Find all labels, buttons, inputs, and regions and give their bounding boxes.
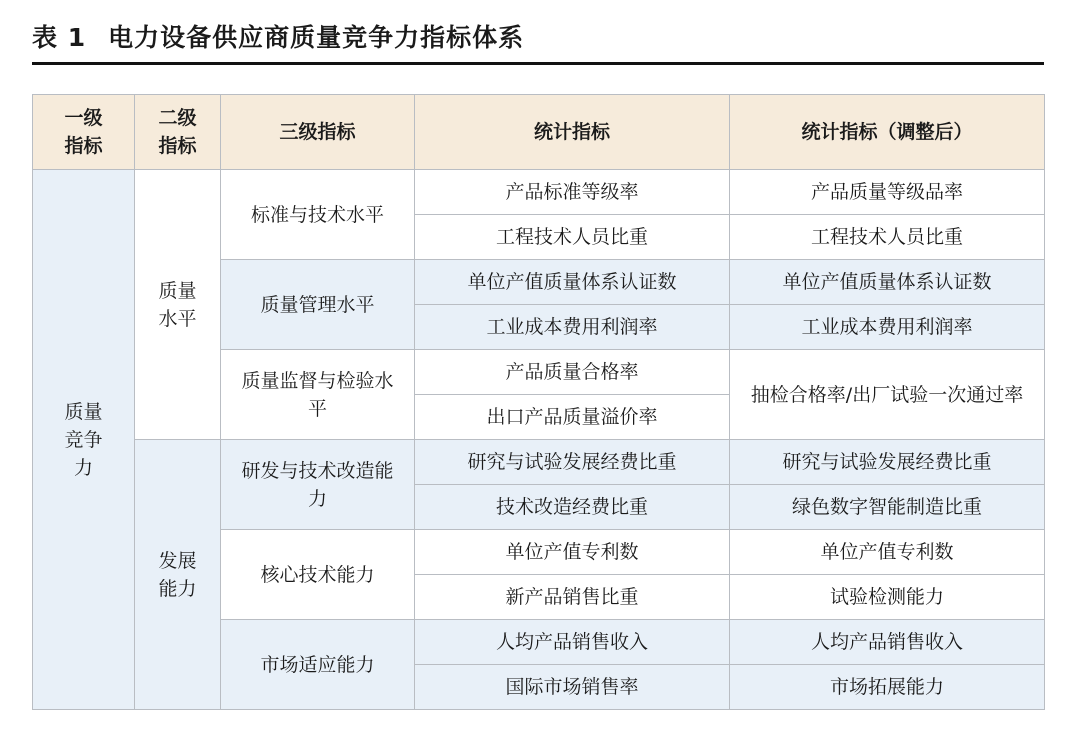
adjusted-cell: 抽检合格率/出厂试验一次通过率 (730, 350, 1045, 440)
stat-cell: 人均产品销售收入 (415, 620, 730, 665)
caption-rule (32, 62, 1044, 65)
stat-cell: 出口产品质量溢价率 (415, 395, 730, 440)
adjusted-cell: 绿色数字智能制造比重 (730, 485, 1045, 530)
table-row (33, 170, 1045, 215)
stat-cell: 技术改造经费比重 (415, 485, 730, 530)
stat-cell: 国际市场销售率 (415, 665, 730, 710)
level2-cell: 发展能力 (135, 440, 221, 710)
table-caption (32, 18, 524, 58)
level3-cell: 标准与技术水平 (221, 170, 415, 260)
adjusted-cell: 市场拓展能力 (730, 665, 1045, 710)
header-level3: 三级指标 (221, 95, 415, 170)
adjusted-cell: 单位产值专利数 (730, 530, 1045, 575)
stat-cell: 工业成本费用利润率 (415, 305, 730, 350)
adjusted-cell: 研究与试验发展经费比重 (730, 440, 1045, 485)
stat-cell: 产品质量合格率 (415, 350, 730, 395)
header-level1: 一级指标 (33, 95, 135, 170)
stat-cell: 新产品销售比重 (415, 575, 730, 620)
adjusted-cell: 产品质量等级品率 (730, 170, 1045, 215)
adjusted-cell: 单位产值质量体系认证数 (730, 260, 1045, 305)
adjusted-cell: 人均产品销售收入 (730, 620, 1045, 665)
table-title: 电力设备供应商质量竞争力指标体系 (108, 23, 525, 52)
adjusted-cell: 试验检测能力 (730, 575, 1045, 620)
stat-cell: 研究与试验发展经费比重 (415, 440, 730, 485)
stat-cell: 产品标准等级率 (415, 170, 730, 215)
table-number: 表 1 (32, 23, 87, 52)
level3-cell: 核心技术能力 (221, 530, 415, 620)
header-level2: 二级指标 (135, 95, 221, 170)
header-stat-adjusted: 统计指标（调整后） (730, 95, 1045, 170)
adjusted-cell: 工业成本费用利润率 (730, 305, 1045, 350)
level1-cell: 质量竞争力 (33, 170, 135, 710)
stat-cell: 单位产值质量体系认证数 (415, 260, 730, 305)
table-row (33, 440, 1045, 485)
stat-cell: 单位产值专利数 (415, 530, 730, 575)
header-row (33, 95, 1045, 170)
stat-cell: 工程技术人员比重 (415, 215, 730, 260)
adjusted-cell: 工程技术人员比重 (730, 215, 1045, 260)
level3-cell: 质量管理水平 (221, 260, 415, 350)
level3-cell: 研发与技术改造能力 (221, 440, 415, 530)
indicator-table (32, 94, 1045, 710)
level2-cell: 质量水平 (135, 170, 221, 440)
level3-cell: 质量监督与检验水平 (221, 350, 415, 440)
level3-cell: 市场适应能力 (221, 620, 415, 710)
header-stat: 统计指标 (415, 95, 730, 170)
